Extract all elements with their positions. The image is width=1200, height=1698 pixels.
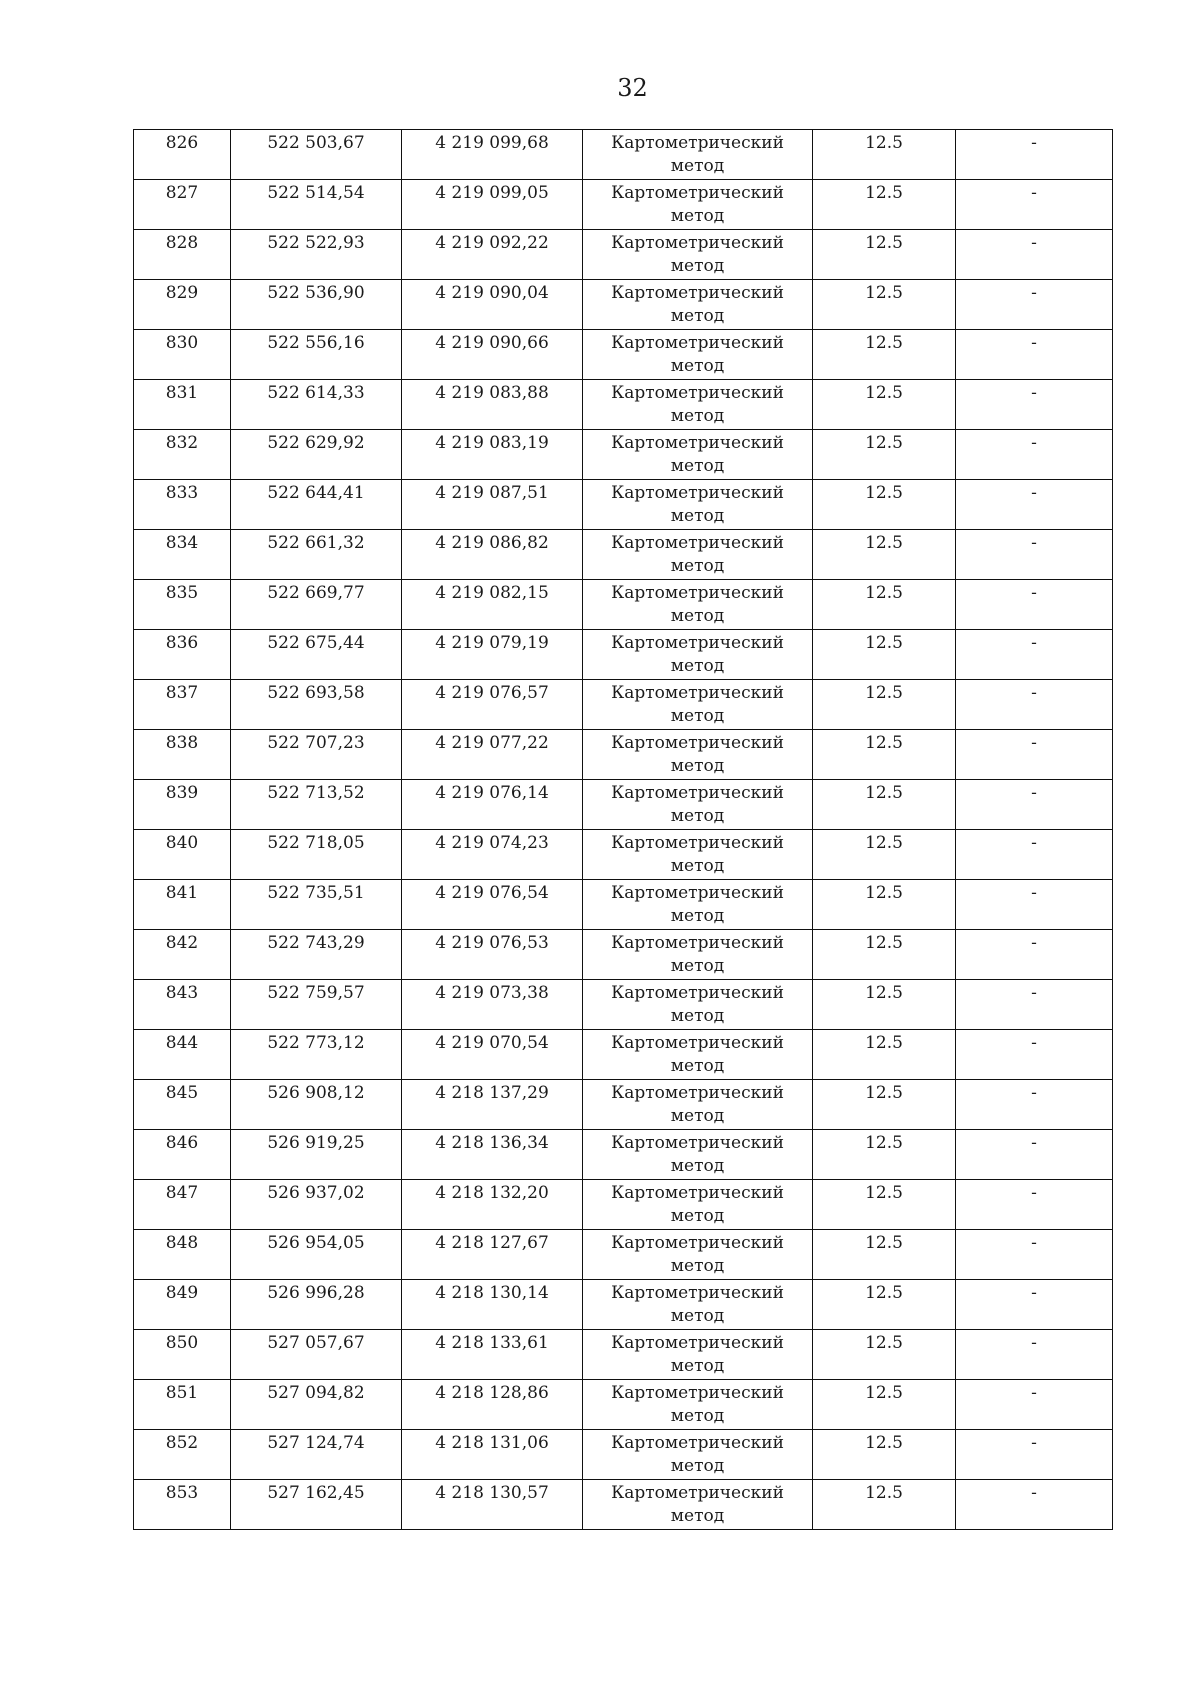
x-coordinate-cell: 527 094,82	[231, 1380, 402, 1430]
precision-cell: 12.5	[813, 1180, 956, 1230]
precision-cell: 12.5	[813, 230, 956, 280]
x-coordinate-cell: 526 954,05	[231, 1230, 402, 1280]
point-number-cell: 842	[134, 930, 231, 980]
point-number-cell: 845	[134, 1080, 231, 1130]
y-coordinate-cell: 4 219 073,38	[402, 980, 583, 1030]
point-number-cell: 841	[134, 880, 231, 930]
x-coordinate-cell: 522 614,33	[231, 380, 402, 430]
x-coordinate-cell: 522 661,32	[231, 530, 402, 580]
x-coordinate-cell: 522 556,16	[231, 330, 402, 380]
table-row	[134, 1430, 1113, 1480]
coordinates-table	[133, 129, 1113, 1530]
precision-cell: 12.5	[813, 130, 956, 180]
method-cell: Картометрический метод	[583, 1180, 813, 1230]
table-row	[134, 1330, 1113, 1380]
note-cell: -	[956, 1330, 1113, 1380]
precision-cell: 12.5	[813, 630, 956, 680]
precision-cell: 12.5	[813, 380, 956, 430]
precision-cell: 12.5	[813, 1480, 956, 1530]
table-row	[134, 1280, 1113, 1330]
x-coordinate-cell: 522 718,05	[231, 830, 402, 880]
y-coordinate-cell: 4 218 130,14	[402, 1280, 583, 1330]
point-number-cell: 827	[134, 180, 231, 230]
method-cell: Картометрический метод	[583, 630, 813, 680]
note-cell: -	[956, 1180, 1113, 1230]
page-number: 32	[617, 74, 648, 102]
table-row	[134, 430, 1113, 480]
method-cell: Картометрический метод	[583, 230, 813, 280]
y-coordinate-cell: 4 219 076,57	[402, 680, 583, 730]
method-cell: Картометрический метод	[583, 530, 813, 580]
table-row	[134, 180, 1113, 230]
x-coordinate-cell: 522 514,54	[231, 180, 402, 230]
table-row	[134, 580, 1113, 630]
point-number-cell: 833	[134, 480, 231, 530]
point-number-cell: 830	[134, 330, 231, 380]
y-coordinate-cell: 4 218 130,57	[402, 1480, 583, 1530]
precision-cell: 12.5	[813, 830, 956, 880]
x-coordinate-cell: 526 919,25	[231, 1130, 402, 1180]
point-number-cell: 831	[134, 380, 231, 430]
precision-cell: 12.5	[813, 180, 956, 230]
y-coordinate-cell: 4 219 083,88	[402, 380, 583, 430]
point-number-cell: 828	[134, 230, 231, 280]
y-coordinate-cell: 4 219 090,66	[402, 330, 583, 380]
y-coordinate-cell: 4 218 132,20	[402, 1180, 583, 1230]
table-row	[134, 1380, 1113, 1430]
y-coordinate-cell: 4 219 092,22	[402, 230, 583, 280]
precision-cell: 12.5	[813, 330, 956, 380]
x-coordinate-cell: 522 629,92	[231, 430, 402, 480]
method-cell: Картометрический метод	[583, 780, 813, 830]
note-cell: -	[956, 1280, 1113, 1330]
note-cell: -	[956, 880, 1113, 930]
x-coordinate-cell: 522 536,90	[231, 280, 402, 330]
note-cell: -	[956, 330, 1113, 380]
table-row	[134, 230, 1113, 280]
note-cell: -	[956, 430, 1113, 480]
x-coordinate-cell: 522 707,23	[231, 730, 402, 780]
y-coordinate-cell: 4 218 133,61	[402, 1330, 583, 1380]
point-number-cell: 852	[134, 1430, 231, 1480]
precision-cell: 12.5	[813, 280, 956, 330]
y-coordinate-cell: 4 219 076,54	[402, 880, 583, 930]
precision-cell: 12.5	[813, 1030, 956, 1080]
method-cell: Картометрический метод	[583, 680, 813, 730]
precision-cell: 12.5	[813, 1430, 956, 1480]
table-row	[134, 130, 1113, 180]
method-cell: Картометрический метод	[583, 1030, 813, 1080]
note-cell: -	[956, 1380, 1113, 1430]
note-cell: -	[956, 180, 1113, 230]
method-cell: Картометрический метод	[583, 130, 813, 180]
precision-cell: 12.5	[813, 1080, 956, 1130]
table-row	[134, 530, 1113, 580]
method-cell: Картометрический метод	[583, 280, 813, 330]
point-number-cell: 850	[134, 1330, 231, 1380]
x-coordinate-cell: 522 644,41	[231, 480, 402, 530]
precision-cell: 12.5	[813, 880, 956, 930]
note-cell: -	[956, 980, 1113, 1030]
precision-cell: 12.5	[813, 730, 956, 780]
x-coordinate-cell: 527 124,74	[231, 1430, 402, 1480]
point-number-cell: 837	[134, 680, 231, 730]
table-row	[134, 1030, 1113, 1080]
y-coordinate-cell: 4 219 070,54	[402, 1030, 583, 1080]
y-coordinate-cell: 4 219 082,15	[402, 580, 583, 630]
x-coordinate-cell: 522 503,67	[231, 130, 402, 180]
note-cell: -	[956, 1230, 1113, 1280]
table-row	[134, 380, 1113, 430]
method-cell: Картометрический метод	[583, 180, 813, 230]
precision-cell: 12.5	[813, 1280, 956, 1330]
note-cell: -	[956, 830, 1113, 880]
method-cell: Картометрический метод	[583, 1080, 813, 1130]
note-cell: -	[956, 930, 1113, 980]
point-number-cell: 832	[134, 430, 231, 480]
table-row	[134, 780, 1113, 830]
precision-cell: 12.5	[813, 1130, 956, 1180]
precision-cell: 12.5	[813, 580, 956, 630]
note-cell: -	[956, 1480, 1113, 1530]
y-coordinate-cell: 4 219 074,23	[402, 830, 583, 880]
method-cell: Картометрический метод	[583, 930, 813, 980]
point-number-cell: 839	[134, 780, 231, 830]
table-row	[134, 1230, 1113, 1280]
note-cell: -	[956, 530, 1113, 580]
method-cell: Картометрический метод	[583, 1380, 813, 1430]
y-coordinate-cell: 4 219 077,22	[402, 730, 583, 780]
y-coordinate-cell: 4 219 087,51	[402, 480, 583, 530]
y-coordinate-cell: 4 219 086,82	[402, 530, 583, 580]
point-number-cell: 853	[134, 1480, 231, 1530]
table-row	[134, 980, 1113, 1030]
point-number-cell: 843	[134, 980, 231, 1030]
x-coordinate-cell: 522 759,57	[231, 980, 402, 1030]
table-row	[134, 830, 1113, 880]
note-cell: -	[956, 230, 1113, 280]
y-coordinate-cell: 4 218 136,34	[402, 1130, 583, 1180]
point-number-cell: 838	[134, 730, 231, 780]
note-cell: -	[956, 580, 1113, 630]
method-cell: Картометрический метод	[583, 580, 813, 630]
table-row	[134, 480, 1113, 530]
table-row	[134, 930, 1113, 980]
method-cell: Картометрический метод	[583, 1430, 813, 1480]
x-coordinate-cell: 522 743,29	[231, 930, 402, 980]
precision-cell: 12.5	[813, 1230, 956, 1280]
table-row	[134, 880, 1113, 930]
point-number-cell: 844	[134, 1030, 231, 1080]
precision-cell: 12.5	[813, 480, 956, 530]
table-row	[134, 1480, 1113, 1530]
method-cell: Картометрический метод	[583, 1280, 813, 1330]
table-row	[134, 730, 1113, 780]
x-coordinate-cell: 527 057,67	[231, 1330, 402, 1380]
point-number-cell: 851	[134, 1380, 231, 1430]
note-cell: -	[956, 630, 1113, 680]
note-cell: -	[956, 1030, 1113, 1080]
x-coordinate-cell: 522 693,58	[231, 680, 402, 730]
point-number-cell: 836	[134, 630, 231, 680]
point-number-cell: 848	[134, 1230, 231, 1280]
note-cell: -	[956, 380, 1113, 430]
note-cell: -	[956, 130, 1113, 180]
point-number-cell: 849	[134, 1280, 231, 1330]
precision-cell: 12.5	[813, 930, 956, 980]
point-number-cell: 840	[134, 830, 231, 880]
y-coordinate-cell: 4 219 076,14	[402, 780, 583, 830]
point-number-cell: 834	[134, 530, 231, 580]
precision-cell: 12.5	[813, 530, 956, 580]
x-coordinate-cell: 526 996,28	[231, 1280, 402, 1330]
y-coordinate-cell: 4 219 076,53	[402, 930, 583, 980]
y-coordinate-cell: 4 219 079,19	[402, 630, 583, 680]
y-coordinate-cell: 4 219 099,68	[402, 130, 583, 180]
x-coordinate-cell: 522 735,51	[231, 880, 402, 930]
precision-cell: 12.5	[813, 1380, 956, 1430]
y-coordinate-cell: 4 218 128,86	[402, 1380, 583, 1430]
method-cell: Картометрический метод	[583, 980, 813, 1030]
y-coordinate-cell: 4 218 137,29	[402, 1080, 583, 1130]
point-number-cell: 829	[134, 280, 231, 330]
point-number-cell: 835	[134, 580, 231, 630]
x-coordinate-cell: 526 908,12	[231, 1080, 402, 1130]
precision-cell: 12.5	[813, 780, 956, 830]
coordinates-table-body	[134, 130, 1113, 1530]
point-number-cell: 847	[134, 1180, 231, 1230]
x-coordinate-cell: 522 522,93	[231, 230, 402, 280]
method-cell: Картометрический метод	[583, 430, 813, 480]
precision-cell: 12.5	[813, 430, 956, 480]
y-coordinate-cell: 4 218 127,67	[402, 1230, 583, 1280]
method-cell: Картометрический метод	[583, 830, 813, 880]
y-coordinate-cell: 4 219 099,05	[402, 180, 583, 230]
method-cell: Картометрический метод	[583, 880, 813, 930]
note-cell: -	[956, 1430, 1113, 1480]
precision-cell: 12.5	[813, 680, 956, 730]
method-cell: Картометрический метод	[583, 380, 813, 430]
point-number-cell: 846	[134, 1130, 231, 1180]
method-cell: Картометрический метод	[583, 1480, 813, 1530]
table-row	[134, 1130, 1113, 1180]
note-cell: -	[956, 480, 1113, 530]
note-cell: -	[956, 730, 1113, 780]
table-row	[134, 630, 1113, 680]
point-number-cell: 826	[134, 130, 231, 180]
note-cell: -	[956, 280, 1113, 330]
note-cell: -	[956, 680, 1113, 730]
method-cell: Картометрический метод	[583, 480, 813, 530]
method-cell: Картометрический метод	[583, 1130, 813, 1180]
note-cell: -	[956, 1080, 1113, 1130]
x-coordinate-cell: 522 713,52	[231, 780, 402, 830]
x-coordinate-cell: 522 669,77	[231, 580, 402, 630]
x-coordinate-cell: 522 773,12	[231, 1030, 402, 1080]
method-cell: Картометрический метод	[583, 1230, 813, 1280]
x-coordinate-cell: 522 675,44	[231, 630, 402, 680]
method-cell: Картометрический метод	[583, 730, 813, 780]
precision-cell: 12.5	[813, 1330, 956, 1380]
x-coordinate-cell: 526 937,02	[231, 1180, 402, 1230]
x-coordinate-cell: 527 162,45	[231, 1480, 402, 1530]
precision-cell: 12.5	[813, 980, 956, 1030]
note-cell: -	[956, 1130, 1113, 1180]
y-coordinate-cell: 4 219 090,04	[402, 280, 583, 330]
table-row	[134, 680, 1113, 730]
method-cell: Картометрический метод	[583, 1330, 813, 1380]
table-row	[134, 1180, 1113, 1230]
table-row	[134, 280, 1113, 330]
table-row	[134, 330, 1113, 380]
method-cell: Картометрический метод	[583, 330, 813, 380]
note-cell: -	[956, 780, 1113, 830]
y-coordinate-cell: 4 219 083,19	[402, 430, 583, 480]
table-row	[134, 1080, 1113, 1130]
y-coordinate-cell: 4 218 131,06	[402, 1430, 583, 1480]
